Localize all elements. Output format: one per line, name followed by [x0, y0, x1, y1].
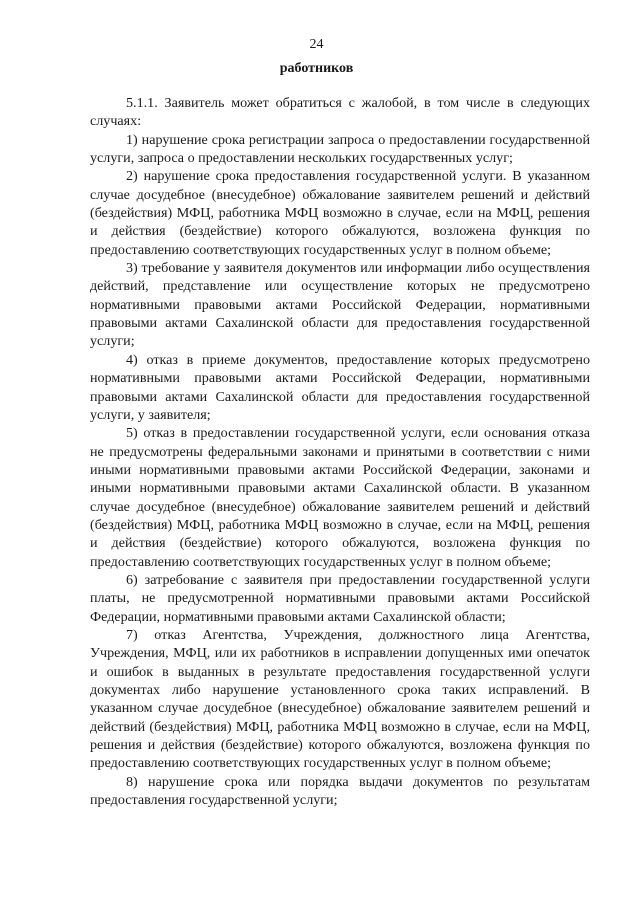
- list-item-8: 8) нарушение срока или порядка выдачи документов по результатам предоставления государственной услуги;: [90, 773, 590, 809]
- list-item-4: 4) отказ в приеме документов, предоставление которых предусмотрено нормативными правовыми актами Российской Федерации, нормативными правовыми актами Сахалинской области для предоставления государственной услуги, у заявителя;: [90, 351, 590, 423]
- list-item-5: 5) отказ в предоставлении государственной услуги, если основания отказа не предусмотрены федеральными законами и принятыми в соответствии с ними иными нормативными правовыми актами Российской Федерации, законами и иными нормативными правовыми актами Сахалинской области. В указанном случае досудебное (внесудебное) обжалование заявителем решений и действий (бездействия) МФЦ, работника МФЦ возможно в случае, если на МФЦ, решения и действия (бездействие) которого обжалуются, возложена функция по предоставлению соответствующих государственных услуг в полном объеме;: [90, 425, 590, 570]
- document-body: [90, 94, 590, 809]
- section-heading: работников: [279, 61, 354, 76]
- list-item-2: 2) нарушение срока предоставления государственной услуги. В указанном случае досудебное (внесудебное) обжалование заявителем решений и действий (бездействия) МФЦ, работника МФЦ возможно в случае, если на МФЦ, решения и действия (бездействие) которого обжалуются, возложена функция по предоставлению соответствующих государственных услуг в полном объеме;: [90, 168, 590, 258]
- paragraph-5-1-1: 5.1.1. Заявитель может обратиться с жалобой, в том числе в следующих случаях:: [90, 95, 590, 130]
- list-item-3: 3) требование у заявителя документов или информации либо осуществления действий, представление или осуществление которых не предусмотрено нормативными правовыми актами Российской Федерации, нормативными правовыми актами Сахалинской области для предоставления государственной услуги;: [90, 260, 590, 350]
- list-item-1: 1) нарушение срока регистрации запроса о предоставлении государственной услуги, запроса о предоставлении нескольких государственных услуг;: [90, 131, 590, 167]
- page-number: 24: [309, 37, 324, 52]
- list-item-6: 6) затребование с заявителя при предоставлении государственной услуги платы, не предусмотренной нормативными правовыми актами Российской Федерации, нормативными правовыми актами Сахалинской области;: [90, 571, 590, 625]
- list-item-7: 7) отказ Агентства, Учреждения, должностного лица Агентства, Учреждения, МФЦ, или их работников в исправлении допущенных ими опечаток и ошибок в выданных в результате предоставления государственной услуги документах либо нарушение установленного срока таких исправлений. В указанном случае досудебное (внесудебное) обжалование заявителем решений и действий (бездействия) МФЦ, работника МФЦ возможно в случае, если на МФЦ, решения и действия (бездействие) которого обжалуются, возложена функция по предоставлению соответствующих государственных услуг в полном объеме;: [90, 626, 590, 772]
